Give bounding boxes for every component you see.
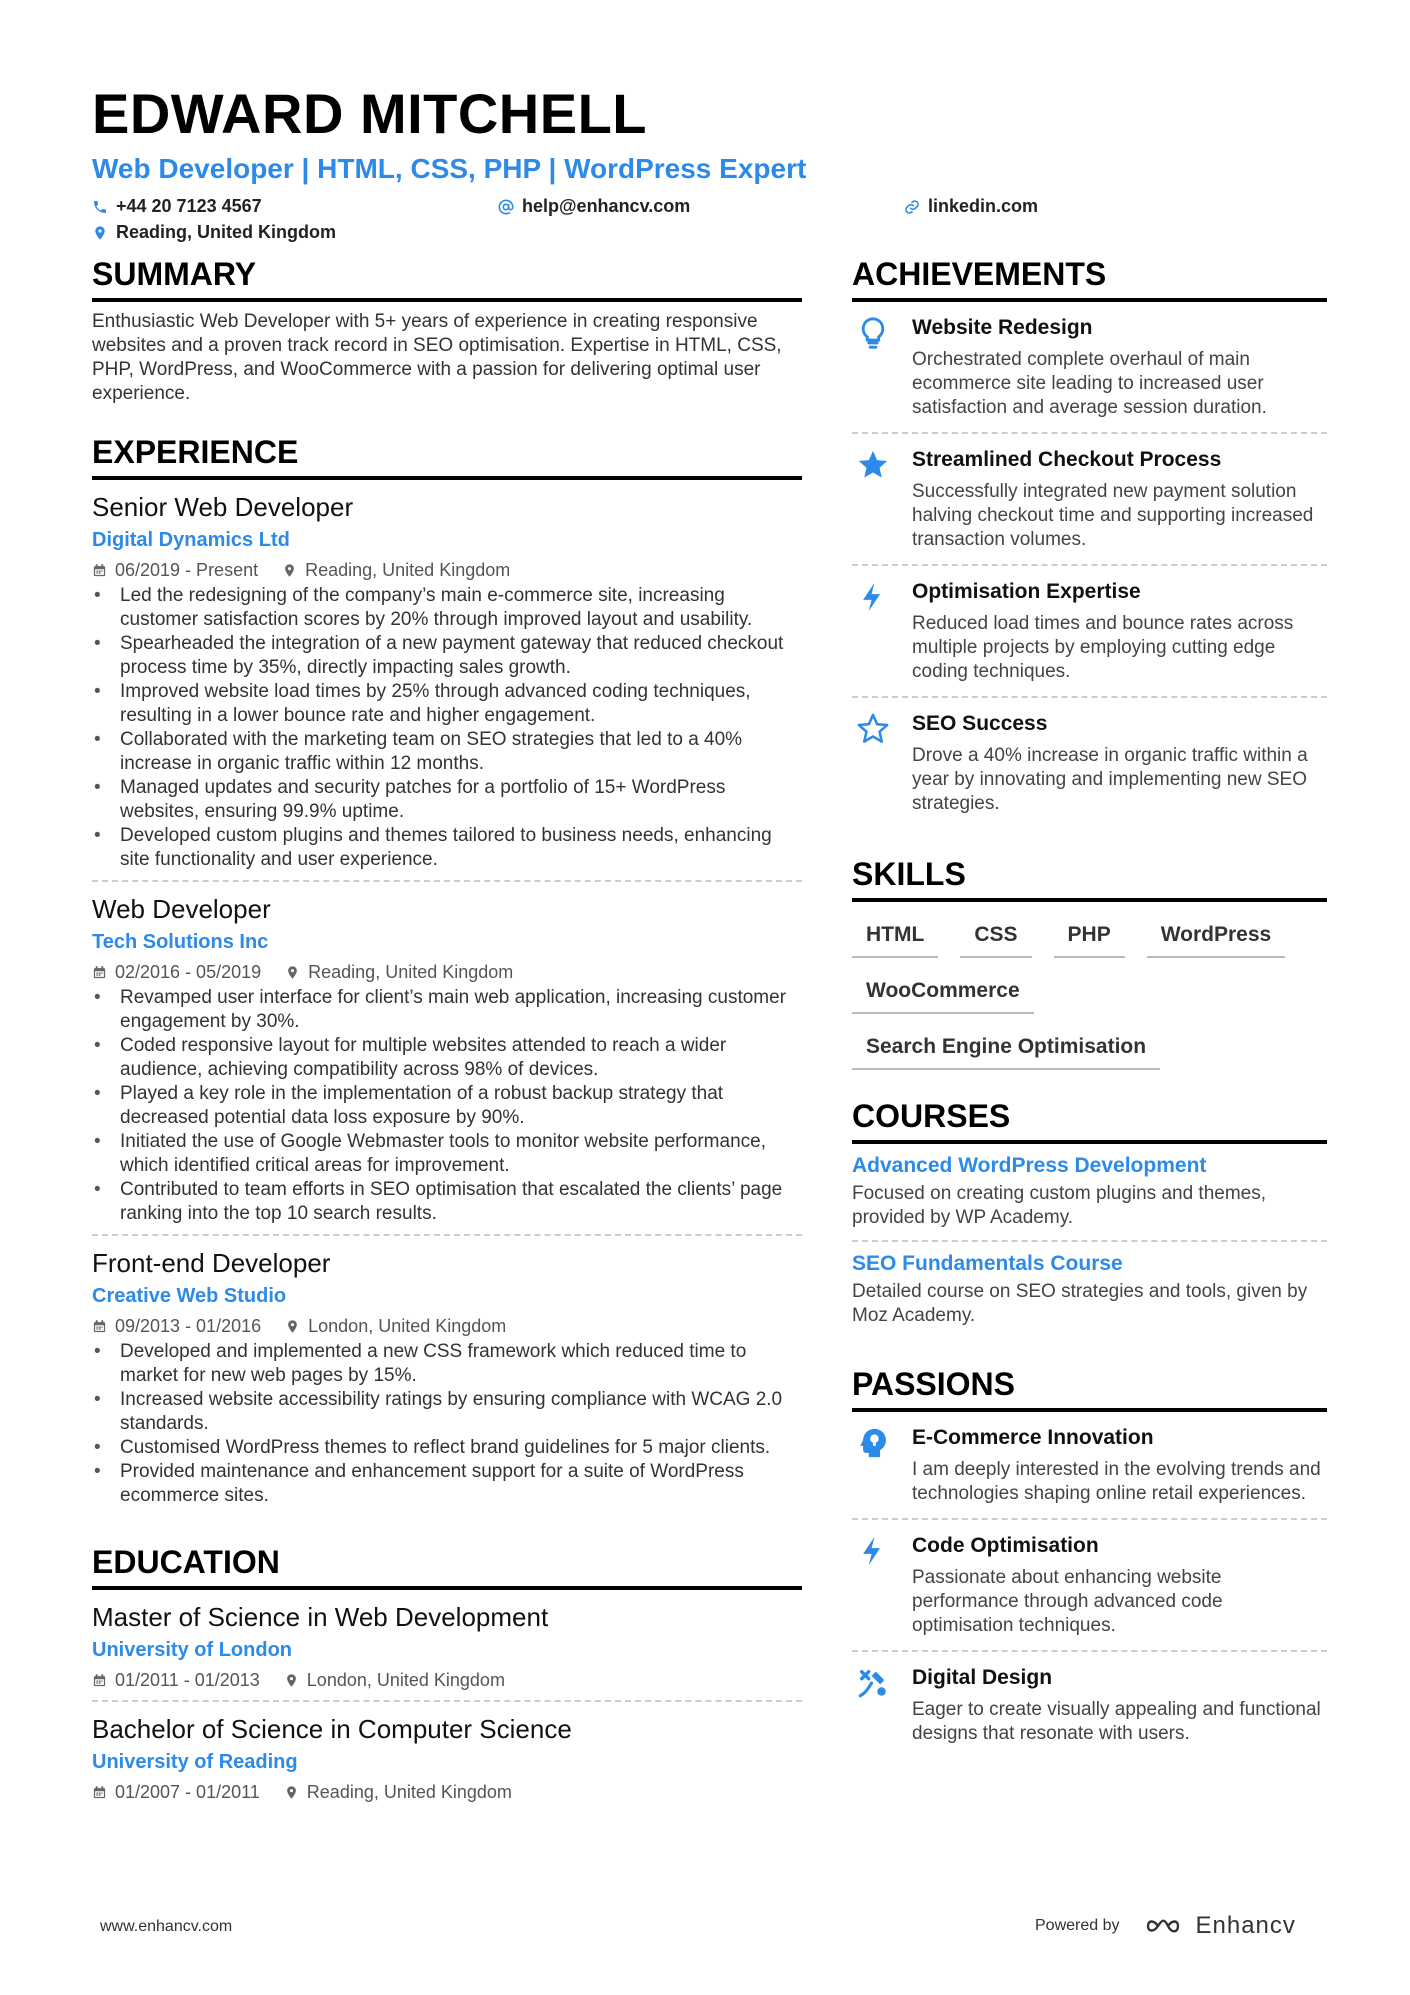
- education-heading: EDUCATION: [92, 1542, 802, 1590]
- star-filled-icon: [856, 448, 890, 482]
- location-pin-icon: [282, 563, 297, 578]
- job-bullets: [92, 1340, 802, 1508]
- contact-linkedin[interactable]: [904, 196, 1038, 217]
- job-bullets: [92, 986, 802, 1226]
- achievement-title: Optimisation Expertise: [912, 580, 1141, 603]
- education-dates-text: 01/2007 - 01/2011: [115, 1782, 260, 1802]
- at-icon: [498, 199, 514, 215]
- location-pin-icon: [284, 1673, 299, 1688]
- lightning-icon: [856, 580, 890, 614]
- education-dates: [92, 1780, 260, 1804]
- company-name: Creative Web Studio: [92, 1285, 287, 1307]
- education-meta: [92, 1668, 802, 1692]
- footer-branding: [1035, 1912, 1296, 1940]
- school-name: University of Reading: [92, 1751, 298, 1773]
- star-outline-icon: [856, 712, 890, 746]
- course-item: [852, 1144, 1327, 1242]
- achievement-item: [852, 434, 1327, 566]
- contact-email[interactable]: [498, 196, 690, 217]
- candidate-headline: Web Developer | HTML, CSS, PHP | WordPress Expert: [92, 153, 807, 184]
- achievement-title: Streamlined Checkout Process: [912, 448, 1222, 471]
- skill-tag: PHP: [1054, 916, 1125, 958]
- achievement-desc: Orchestrated complete overhaul of main ecommerce site leading to increased user satisfaction and average session duration.: [912, 349, 1267, 418]
- job-bullet: • Revamped user interface for client’s main web application, increasing customer engagement by 30%.: [92, 986, 802, 1034]
- passion-icon-wrap: [852, 1664, 894, 1746]
- powered-by-text: Powered by: [1035, 1917, 1120, 1934]
- passion-icon-wrap: [852, 1424, 894, 1506]
- passions-section: [852, 1364, 1327, 1758]
- passion-title: E-Commerce Innovation: [912, 1426, 1154, 1449]
- achievement-body: [912, 710, 1327, 816]
- passion-icon-wrap: [852, 1532, 894, 1638]
- experience-entry: [92, 480, 802, 882]
- location-pin-icon: [285, 1319, 300, 1334]
- job-bullet: • Collaborated with the marketing team on SEO strategies that led to a 40% increase in organic traffic within 12 months.: [92, 728, 802, 776]
- job-location-text: Reading, United Kingdom: [305, 560, 511, 580]
- calendar-icon: [92, 1319, 107, 1334]
- experience-entry: [92, 1236, 802, 1516]
- head-idea-icon: [856, 1426, 890, 1460]
- achievement-icon-wrap: [852, 710, 894, 816]
- passion-item: [852, 1412, 1327, 1520]
- contact-phone: [92, 196, 262, 217]
- education-location: [284, 1668, 505, 1692]
- passion-item: [852, 1520, 1327, 1652]
- calendar-icon: [92, 1785, 107, 1800]
- job-location: [285, 1314, 506, 1338]
- achievement-body: [912, 314, 1327, 420]
- skill-tag: Search Engine Optimisation: [852, 1028, 1160, 1070]
- job-bullet: • Contributed to team efforts in SEO optimisation that escalated the clients’ page ranking into the top 10 search results.: [92, 1178, 802, 1226]
- skills-section: [852, 854, 1327, 1070]
- passion-body: [912, 1664, 1327, 1746]
- job-bullet: • Managed updates and security patches for a portfolio of 15+ WordPress websites, ensuring 99.9% uptime.: [92, 776, 802, 824]
- job-meta: [92, 1314, 802, 1338]
- job-location-text: Reading, United Kingdom: [308, 962, 514, 982]
- passion-desc: Passionate about enhancing website performance through advanced code optimisation techniques.: [912, 1567, 1223, 1636]
- job-dates: [92, 1314, 261, 1338]
- job-title: Web Developer: [92, 894, 271, 924]
- education-location-text: London, United Kingdom: [306, 1670, 505, 1690]
- right-column: [852, 254, 1327, 1784]
- passion-body: [912, 1424, 1327, 1506]
- experience-entry: [92, 882, 802, 1236]
- location-pin-icon: [92, 225, 108, 241]
- resume-header: [92, 82, 1332, 248]
- job-location-text: London, United Kingdom: [308, 1316, 507, 1336]
- job-bullet: • Customised WordPress themes to reflect brand guidelines for 5 major clients.: [92, 1436, 802, 1460]
- contact-info: [92, 192, 1332, 248]
- job-bullet: • Increased website accessibility ratings by ensuring compliance with WCAG 2.0 standards.: [92, 1388, 802, 1436]
- passion-item: [852, 1652, 1327, 1758]
- education-location: [284, 1780, 512, 1804]
- passions-heading: PASSIONS: [852, 1364, 1327, 1412]
- phone-icon: [92, 199, 108, 215]
- job-bullet: • Provided maintenance and enhancement support for a suite of WordPress ecommerce sites.: [92, 1460, 802, 1508]
- course-desc: Focused on creating custom plugins and themes, provided by WP Academy.: [852, 1183, 1267, 1228]
- degree-title: Master of Science in Web Development: [92, 1602, 549, 1632]
- education-section: [92, 1542, 802, 1812]
- enhancv-logo-icon: [1142, 1914, 1188, 1938]
- courses-section: [852, 1096, 1327, 1338]
- calendar-icon: [92, 965, 107, 980]
- job-bullet: • Led the redesigning of the company’s main e-commerce site, increasing customer satisfaction scores by 20% through improved layout and usability.: [92, 584, 802, 632]
- achievement-title: SEO Success: [912, 712, 1048, 735]
- contact-location: [92, 222, 336, 243]
- achievement-icon-wrap: [852, 446, 894, 552]
- candidate-name: EDWARD MITCHELL: [92, 82, 648, 145]
- job-bullet: • Improved website load times by 25% through advanced coding techniques, resulting in a lower bounce rate and higher engagement.: [92, 680, 802, 728]
- job-dates-text: 09/2013 - 01/2016: [115, 1316, 262, 1336]
- course-desc: Detailed course on SEO strategies and tools, given by Moz Academy.: [852, 1281, 1308, 1326]
- degree-title: Bachelor of Science in Computer Science: [92, 1714, 572, 1744]
- lightning-icon: [856, 1534, 890, 1568]
- experience-heading: EXPERIENCE: [92, 432, 802, 480]
- design-tools-icon: [856, 1666, 890, 1700]
- achievement-icon-wrap: [852, 314, 894, 420]
- location-text: Reading, United Kingdom: [116, 222, 336, 242]
- summary-section: [92, 254, 802, 406]
- achievement-item: [852, 566, 1327, 698]
- achievement-desc: Successfully integrated new payment solution halving checkout time and supporting increased transaction volumes.: [912, 481, 1314, 550]
- job-title: Front-end Developer: [92, 1248, 331, 1278]
- lightbulb-icon: [856, 316, 890, 350]
- job-dates-text: 06/2019 - Present: [115, 560, 259, 580]
- skill-tag: WordPress: [1147, 916, 1286, 958]
- page-footer: [0, 1908, 1410, 1948]
- skills-list: [852, 916, 1327, 1070]
- job-bullet: • Played a key role in the implementation of a robust backup strategy that decreased potential data loss exposure by 90%.: [92, 1082, 802, 1130]
- job-meta: [92, 960, 802, 984]
- job-bullet: • Initiated the use of Google Webmaster tools to monitor website performance, which identified critical areas for improvement.: [92, 1130, 802, 1178]
- job-location: [282, 558, 510, 582]
- email-text: help@enhancv.com: [522, 196, 691, 216]
- company-name: Digital Dynamics Ltd: [92, 529, 290, 551]
- job-location: [285, 960, 513, 984]
- education-location-text: Reading, United Kingdom: [306, 1782, 512, 1802]
- job-title: Senior Web Developer: [92, 492, 354, 522]
- education-dates: [92, 1668, 260, 1692]
- achievement-desc: Reduced load times and bounce rates across multiple projects by employing cutting edge coding techniques.: [912, 613, 1294, 682]
- skill-tag: CSS: [960, 916, 1031, 958]
- education-entry: [92, 1590, 802, 1702]
- phone-text: +44 20 7123 4567: [116, 196, 262, 216]
- school-name: University of London: [92, 1639, 292, 1661]
- job-bullet: • Spearheaded the integration of a new payment gateway that reduced checkout process time by 35%, directly impacting sales growth.: [92, 632, 802, 680]
- passion-title: Code Optimisation: [912, 1534, 1099, 1557]
- achievement-body: [912, 578, 1327, 684]
- enhancv-logo[interactable]: [1142, 1912, 1296, 1940]
- job-dates: [92, 558, 258, 582]
- calendar-icon: [92, 563, 107, 578]
- job-dates-text: 02/2016 - 05/2019: [115, 962, 262, 982]
- job-dates: [92, 960, 261, 984]
- location-pin-icon: [285, 965, 300, 980]
- education-entry: [92, 1702, 802, 1812]
- courses-heading: COURSES: [852, 1096, 1327, 1144]
- passion-body: [912, 1532, 1327, 1638]
- education-dates-text: 01/2011 - 01/2013: [115, 1670, 260, 1690]
- summary-heading: SUMMARY: [92, 254, 802, 302]
- achievement-item: [852, 698, 1327, 828]
- left-column: [92, 254, 802, 1838]
- passion-desc: I am deeply interested in the evolving trends and technologies shaping online retail experiences.: [912, 1459, 1321, 1504]
- job-meta: [92, 558, 802, 582]
- passion-title: Digital Design: [912, 1666, 1053, 1689]
- brand-name: Enhancv: [1195, 1912, 1296, 1939]
- summary-text: Enthusiastic Web Developer with 5+ years of experience in creating responsive websites and a proven track record in SEO optimisation. Expertise in HTML, CSS, PHP, WordPress, and WooCommerce with a passion for delivering optimal user experience.: [92, 311, 782, 404]
- location-pin-icon: [284, 1785, 299, 1800]
- job-bullet: • Coded responsive layout for multiple websites attended to reach a wider audience, achieving compatibility across 98% of devices.: [92, 1034, 802, 1082]
- skill-tag: HTML: [852, 916, 938, 958]
- achievements-section: [852, 254, 1327, 828]
- passion-desc: Eager to create visually appealing and functional designs that resonate with users.: [912, 1699, 1321, 1744]
- linkedin-text: linkedin.com: [928, 196, 1039, 216]
- job-bullet: • Developed custom plugins and themes tailored to business needs, enhancing site functionality and user experience.: [92, 824, 802, 872]
- company-name: Tech Solutions Inc: [92, 931, 269, 953]
- job-bullet: • Developed and implemented a new CSS framework which reduced time to market for new web pages by 15%.: [92, 1340, 802, 1388]
- achievement-item: [852, 302, 1327, 434]
- skills-heading: SKILLS: [852, 854, 1327, 902]
- skill-tag: WooCommerce: [852, 972, 1034, 1014]
- achievement-icon-wrap: [852, 578, 894, 684]
- course-item: [852, 1242, 1327, 1338]
- achievement-desc: Drove a 40% increase in organic traffic within a year by innovating and implementing new SEO strategies.: [912, 745, 1308, 814]
- course-title: Advanced WordPress Development: [852, 1154, 1207, 1177]
- achievements-heading: ACHIEVEMENTS: [852, 254, 1327, 302]
- experience-section: [92, 432, 802, 1516]
- footer-website[interactable]: www.enhancv.com: [100, 1918, 233, 1935]
- achievement-body: [912, 446, 1327, 552]
- calendar-icon: [92, 1673, 107, 1688]
- course-title: SEO Fundamentals Course: [852, 1252, 1123, 1275]
- achievement-title: Website Redesign: [912, 316, 1093, 339]
- education-meta: [92, 1780, 802, 1804]
- link-icon: [904, 199, 920, 215]
- job-bullets: [92, 584, 802, 872]
